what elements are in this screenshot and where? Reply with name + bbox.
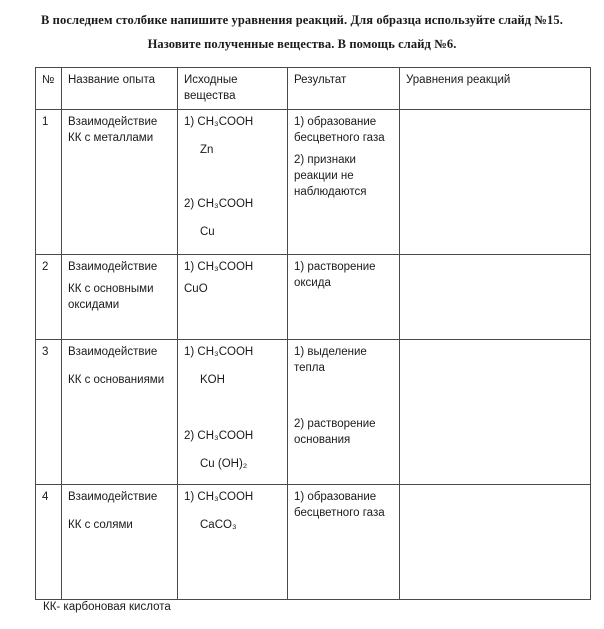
experiment-name: Взаимодействие КК с основными оксидами bbox=[62, 255, 178, 340]
col-header-reagents: Исходные вещества bbox=[178, 68, 288, 110]
table-row bbox=[36, 340, 591, 485]
equation-cell[interactable] bbox=[400, 110, 591, 255]
col-header-equations: Уравнения реакций bbox=[400, 68, 591, 110]
result: 1) образование бесцветного газа bbox=[288, 485, 400, 600]
equation-cell[interactable] bbox=[400, 340, 591, 485]
col-header-experiment: Название опыта bbox=[62, 68, 178, 110]
result: 1) образование бесцветного газа 2) признаки реакции не наблюдаются bbox=[288, 110, 400, 255]
row-number: 1 bbox=[36, 110, 62, 255]
equation-cell[interactable] bbox=[400, 255, 591, 340]
table-row bbox=[36, 110, 591, 255]
reactions-table bbox=[35, 67, 591, 600]
experiment-name: Взаимодействие КК с основаниями bbox=[62, 340, 178, 485]
col-header-result: Результат bbox=[288, 68, 400, 110]
row-number: 3 bbox=[36, 340, 62, 485]
result: 1) растворение оксида bbox=[288, 255, 400, 340]
reagents: 1) CH₃COOH KOH 2) CH₃COOH Cu (OH)₂ bbox=[178, 340, 288, 485]
table-header-row bbox=[36, 68, 591, 110]
experiment-name: Взаимодействие КК с металлами bbox=[62, 110, 178, 255]
col-header-number: № bbox=[36, 68, 62, 110]
table-row bbox=[36, 255, 591, 340]
row-number: 4 bbox=[36, 485, 62, 600]
experiment-name: Взаимодействие КК с солями bbox=[62, 485, 178, 600]
equation-cell[interactable] bbox=[400, 485, 591, 600]
instruction-line-1: В последнем столбике напишите уравнения реакций. Для образца используйте слайд №15. bbox=[41, 13, 563, 27]
row-number: 2 bbox=[36, 255, 62, 340]
table-row bbox=[36, 485, 591, 600]
footnote: КК- карбоновая кислота bbox=[43, 601, 171, 613]
reagents: 1) CH₃COOH CaCO₃ bbox=[178, 485, 288, 600]
instruction-line-2: Назовите полученные вещества. В помощь слайд №6. bbox=[147, 37, 457, 51]
reagents: 1) CH₃COOH Zn 2) CH₃COOH Cu bbox=[178, 110, 288, 255]
reagents: 1) CH₃COOH CuO bbox=[178, 255, 288, 340]
result: 1) выделение тепла 2) растворение основания bbox=[288, 340, 400, 485]
